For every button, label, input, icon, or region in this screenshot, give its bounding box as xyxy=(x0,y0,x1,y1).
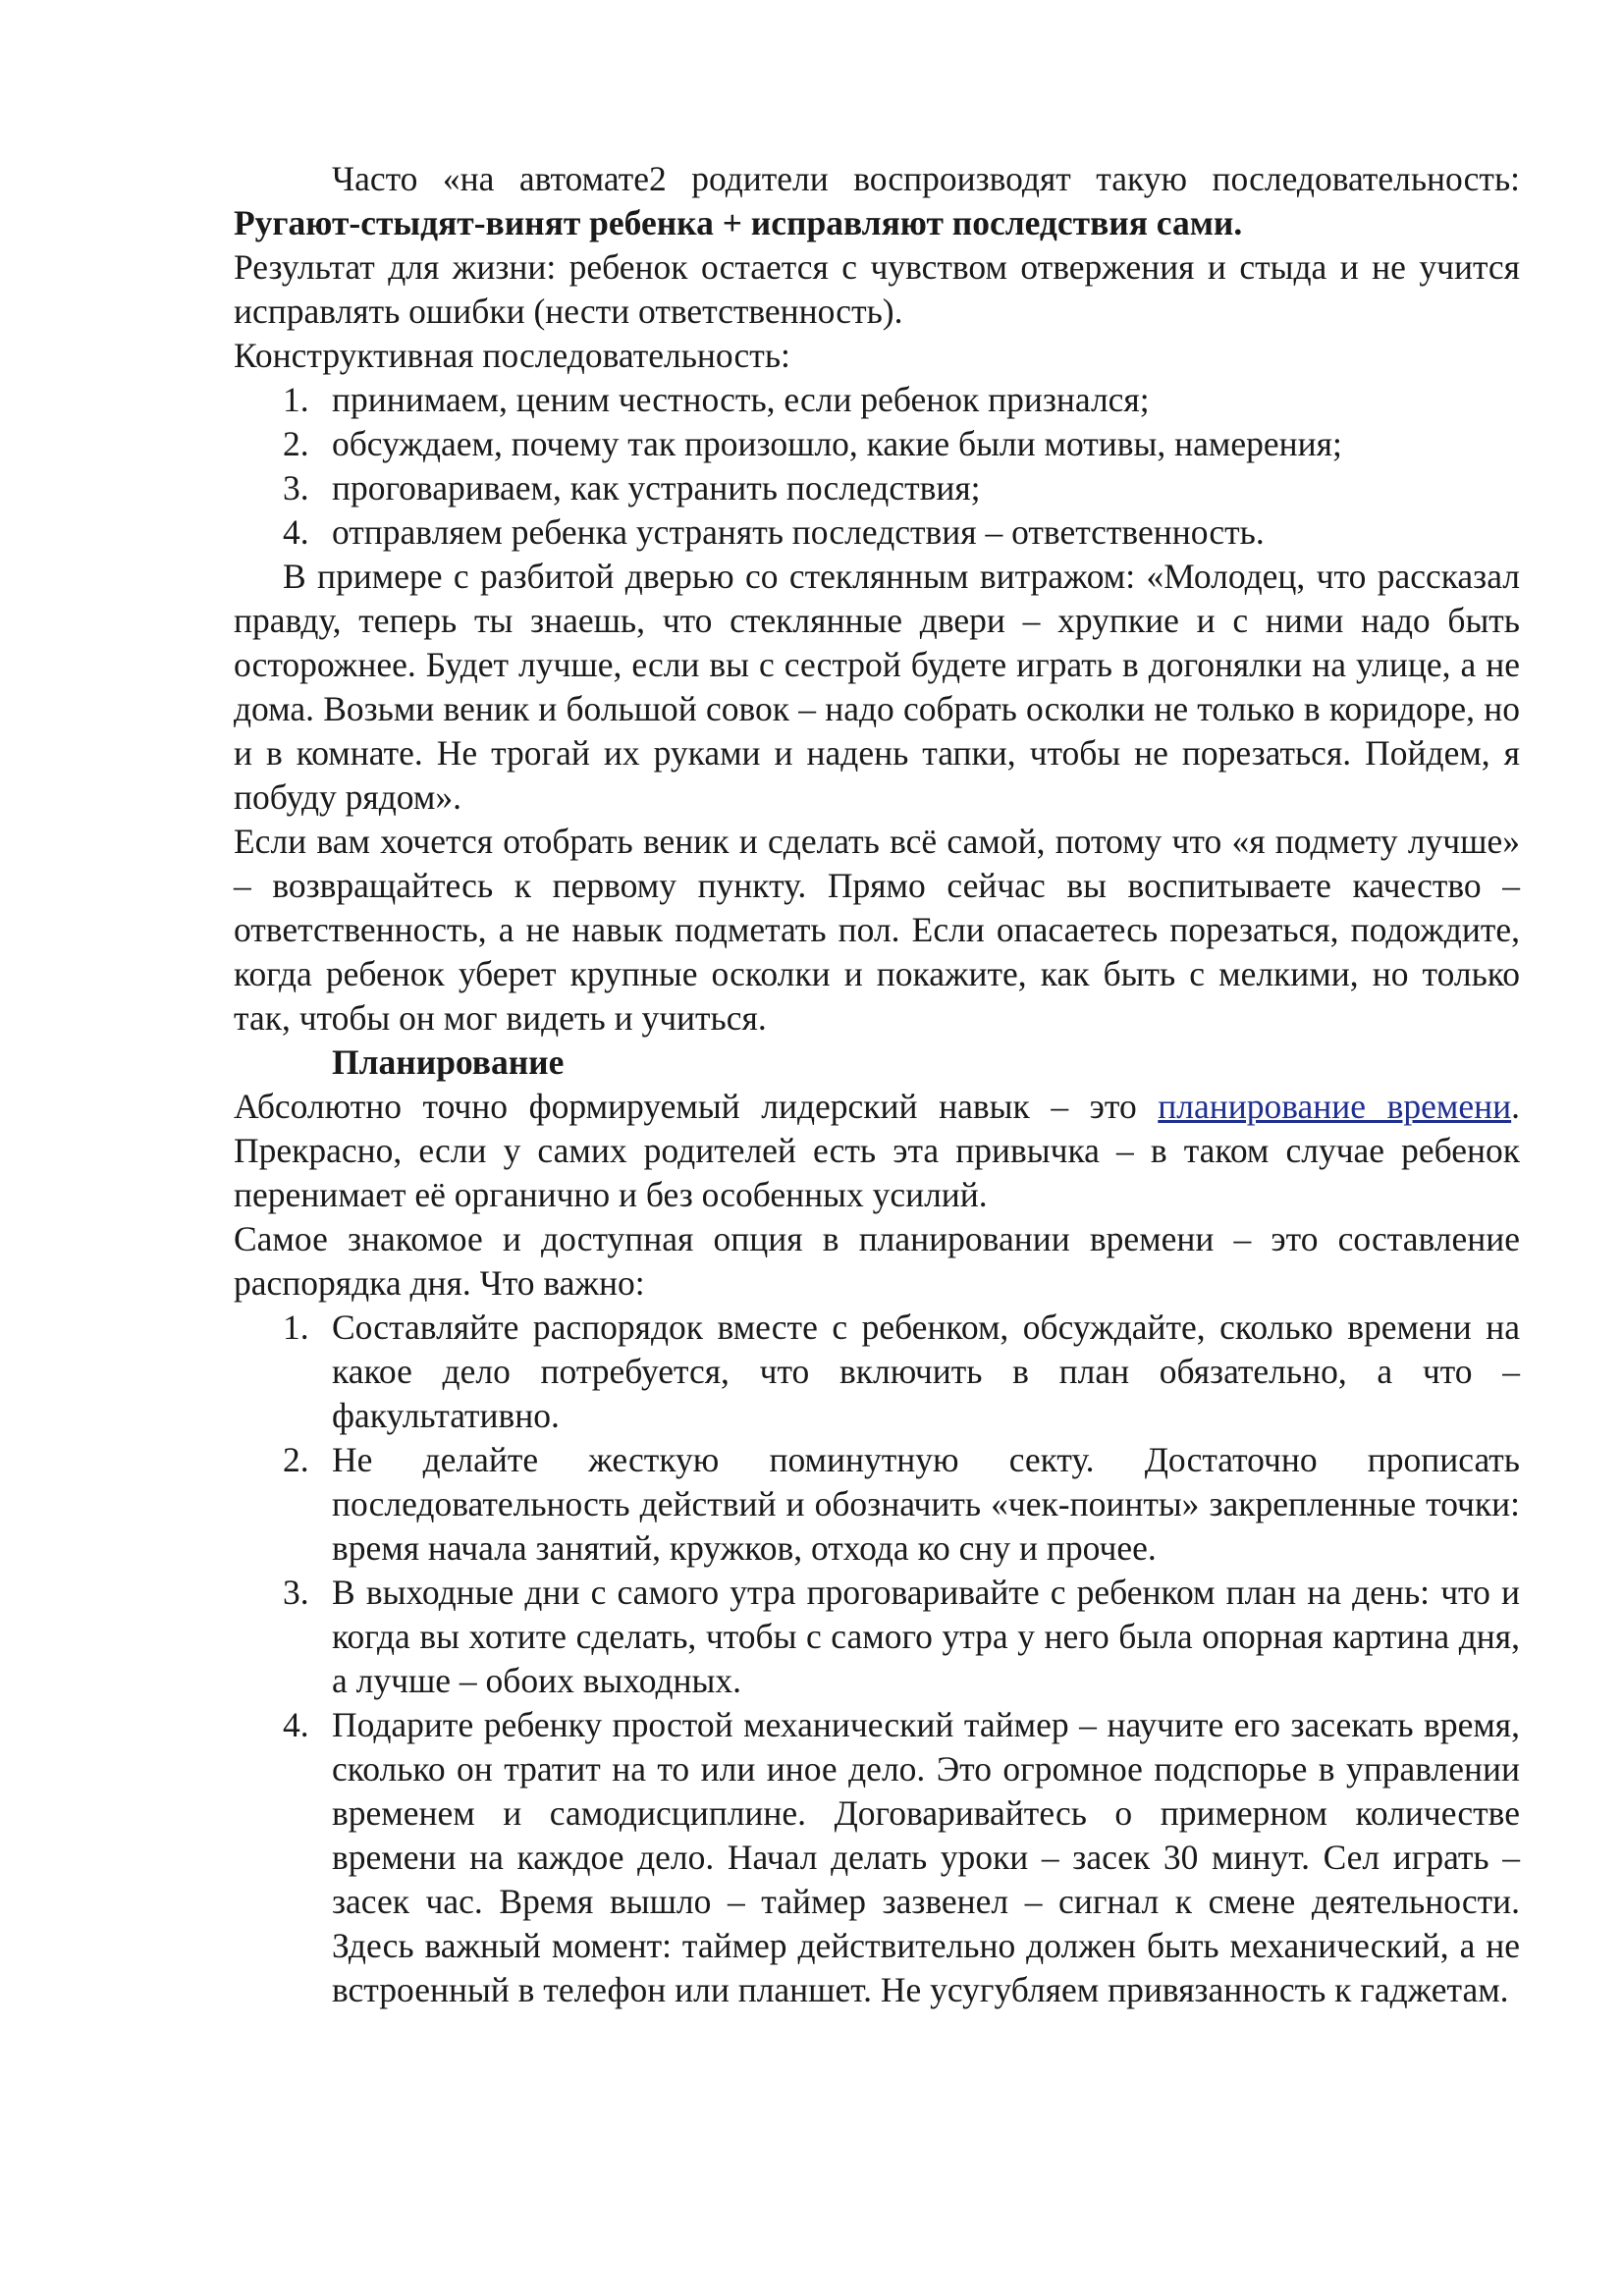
list-item-text: проговариваем, как устранить последствия; xyxy=(332,468,981,507)
constructive-list xyxy=(234,378,1520,555)
planning-intro-paragraph xyxy=(234,1085,1520,1217)
list-item xyxy=(234,466,1520,510)
list-item-number: 4. xyxy=(283,512,309,552)
planning-time-link[interactable]: планирование времени xyxy=(1158,1087,1512,1126)
list-item-text: принимаем, ценим честность, если ребенок признался; xyxy=(332,380,1150,419)
list-item-text: В выходные дни с самого утра проговаривайте с ребенком план на день: что и когда вы хотите сделать, чтобы с самого утра у него была опорная картина дня, а лучше – обоих выходных. xyxy=(332,1573,1520,1700)
list-item xyxy=(234,1571,1520,1703)
list-item-number: 3. xyxy=(283,1573,309,1612)
list-item-number: 3. xyxy=(283,468,309,507)
list-item-text: Подарите ребенку простой механический таймер – научите его засекать время, сколько он тратит на то или иное дело. Это огромное подспорье в управлении временем и самодисциплине. Договаривайтесь о примерном количестве времени на каждое дело. Начал делать уроки – засек 30 минут. Сел играть – засек час. Время вышло – таймер зазвенел – сигнал к смене деятельности. Здесь важный момент: таймер действительно должен быть механический, а не встроенный в телефон или планшет. Не усугубляем привязанность к гаджетам. xyxy=(332,1705,1520,2009)
tips-list xyxy=(234,1306,1520,2012)
planning-intro-before: Абсолютно точно формируемый лидерский навык – это xyxy=(234,1087,1159,1126)
planning-intro-after: . Прекрасно, если у самих родителей есть эта привычка – в таком случае ребенок перенимает её органично и без особенных усилий. xyxy=(234,1087,1520,1214)
list-item xyxy=(234,1438,1520,1571)
list-item-text: Не делайте жесткую поминутную секту. Достаточно прописать последовательность действий и обозначить «чек-поинты» закрепленные точки: время начала занятий, кружков, отхода ко сну и прочее. xyxy=(332,1440,1520,1568)
list-item-number: 1. xyxy=(283,1308,309,1347)
document-page xyxy=(234,157,1520,2012)
list-item xyxy=(234,1703,1520,2012)
list-item-number: 2. xyxy=(283,1440,309,1479)
list-item xyxy=(234,378,1520,422)
schedule-paragraph: Самое знакомое и доступная опция в планировании времени – это составление распорядка дня. Что важно: xyxy=(234,1219,1520,1303)
planning-heading: Планирование xyxy=(332,1042,565,1082)
example-paragraph: В примере с разбитой дверью со стеклянным витражом: «Молодец, что рассказал правду, теперь ты знаешь, что стеклянные двери – хрупкие и с ними надо быть осторожнее. Будет лучше, если вы с сестрой будете играть в догонялки на улице, а не дома. Возьми веник и большой совок – надо собрать осколки не только в коридоре, но и в комнате. Не трогай их руками и надень тапки, чтобы не порезаться. Пойдем, я побуду рядом». xyxy=(234,557,1520,817)
list-item-number: 4. xyxy=(283,1705,309,1744)
list-item-text: Составляйте распорядок вместе с ребенком, обсуждайте, сколько времени на какое дело потребуется, что включить в план обязательно, а что – факультативно. xyxy=(332,1308,1520,1435)
list-item xyxy=(234,1306,1520,1438)
broom-paragraph: Если вам хочется отобрать веник и сделать всё самой, потому что «я подмету лучше» – возвращайтесь к первому пункту. Прямо сейчас вы воспитываете качество – ответственность, а не навык подметать пол. Если опасаетесь порезаться, подождите, когда ребенок уберет крупные осколки и покажите, как быть с мелкими, но только так, чтобы он мог видеть и учиться. xyxy=(234,822,1520,1038)
list-item-number: 2. xyxy=(283,424,309,463)
list-item-text: отправляем ребенка устранять последствия – ответственность. xyxy=(332,512,1265,552)
constructive-heading: Конструктивная последовательность: xyxy=(234,336,790,375)
list-item-text: обсуждаем, почему так произошло, какие были мотивы, намерения; xyxy=(332,424,1342,463)
list-item xyxy=(234,510,1520,555)
intro-paragraph xyxy=(234,157,1520,245)
intro-lead-text: Часто «на автомате2 родители воспроизводят такую последовательность: xyxy=(332,159,1520,198)
list-item-number: 1. xyxy=(283,380,309,419)
result-paragraph: Результат для жизни: ребенок остается с чувством отвержения и стыда и не учится исправлять ошибки (нести ответственность). xyxy=(234,247,1520,331)
intro-bold-text: Ругают-стыдят-винят ребенка + исправляют последствия сами. xyxy=(234,203,1243,242)
list-item xyxy=(234,422,1520,466)
